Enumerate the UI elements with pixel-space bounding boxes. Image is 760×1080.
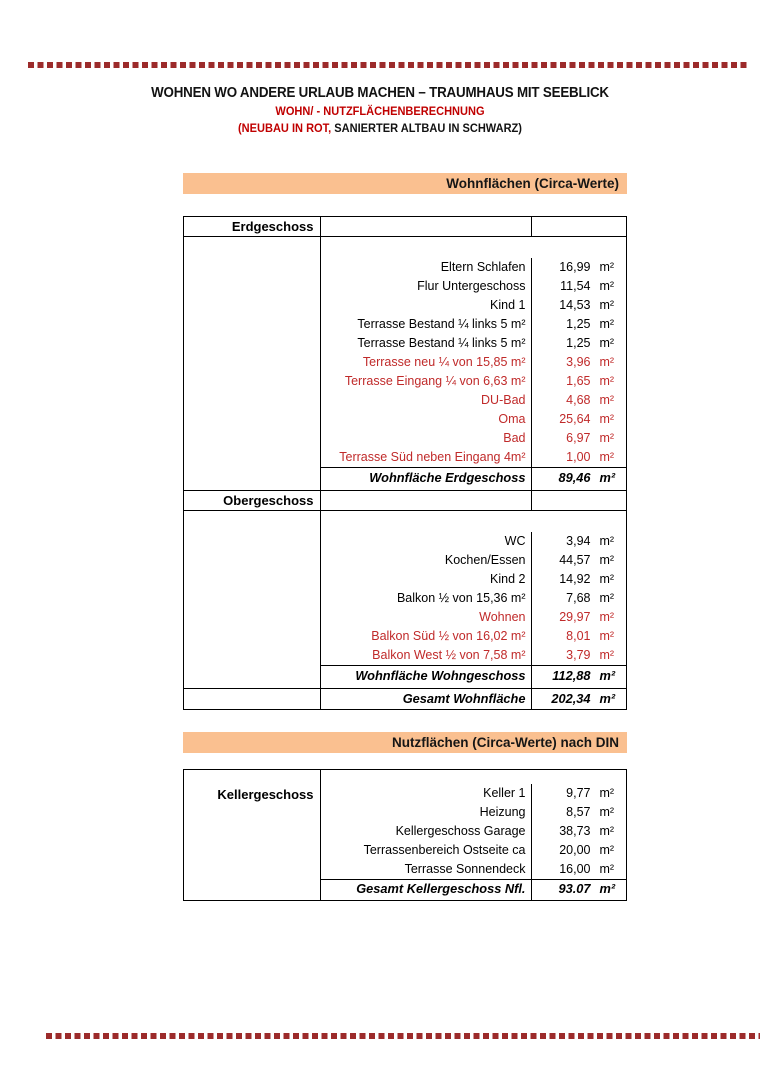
row-value: 29,97 [559, 610, 591, 624]
table-row [321, 627, 627, 646]
content-column [183, 173, 627, 901]
table-row [321, 315, 627, 334]
row-label: Balkon ½ von 15,36 m² [321, 589, 532, 608]
top-dotted-border [28, 62, 749, 68]
row-label: Terrasse Süd neben Eingang 4m² [321, 448, 532, 467]
row-unit: m² [599, 591, 615, 605]
row-unit: m² [599, 374, 615, 388]
row-value: 14,53 [559, 298, 591, 312]
table-row [321, 258, 627, 277]
row-unit: m² [599, 336, 615, 350]
row-value: 4,68 [566, 393, 591, 407]
row-label: DU-Bad [321, 391, 532, 410]
table-row [321, 296, 627, 315]
row-unit: m² [599, 412, 615, 426]
table-row [321, 784, 627, 803]
row-value: 8,57 [566, 805, 591, 819]
row-label: Terrasse Bestand ¼ links 5 m² [321, 315, 532, 334]
row-unit: m² [599, 450, 615, 464]
row-label: Kellergeschoss Garage [321, 822, 532, 841]
row-value: 1,25 [566, 336, 591, 350]
row-label: Balkon West ½ von 7,58 m² [321, 646, 532, 665]
table-row [321, 608, 627, 627]
row-unit: m² [599, 881, 616, 896]
row-value: 44,57 [559, 553, 591, 567]
row-unit: m² [599, 824, 615, 838]
row-value: 3,96 [566, 355, 591, 369]
row-label: Gesamt Kellergeschoss Nfl. [321, 880, 532, 900]
row-label: Terrasse neu ¼ von 15,85 m² [321, 353, 532, 372]
group-header-spacer [532, 217, 627, 236]
table-row [321, 448, 627, 467]
row-value: 8,01 [566, 629, 591, 643]
bottom-dotted-border [46, 1033, 760, 1039]
row-label: Eltern Schlafen [321, 258, 532, 277]
row-unit: m² [599, 805, 615, 819]
table-row [321, 589, 627, 608]
group-header-spacer [321, 491, 532, 510]
group-header-spacer [321, 217, 532, 236]
row-value: 3,79 [566, 648, 591, 662]
row-label: Wohnen [321, 608, 532, 627]
row-value: 16,99 [559, 260, 591, 274]
group-header-label: Obergeschoss [184, 491, 321, 510]
row-value: 16,00 [559, 862, 591, 876]
table-row [321, 646, 627, 665]
legend-black-part: SANIERTER ALTBAU IN SCHWARZ) [331, 121, 522, 135]
row-label: Kind 1 [321, 296, 532, 315]
table-row [321, 860, 627, 879]
row-unit: m² [599, 862, 615, 876]
table-row [321, 803, 627, 822]
table-row [321, 429, 627, 448]
row-value: 1,25 [566, 317, 591, 331]
table-wohnflaechen [183, 216, 627, 710]
group-body-obergeschoss [184, 511, 626, 689]
row-value: 3,94 [566, 534, 591, 548]
table-row [321, 391, 627, 410]
row-label: WC [321, 532, 532, 551]
row-label: Wohnfläche Wohngeschoss [321, 666, 532, 688]
row-unit: m² [599, 470, 616, 485]
sum-row-kellergeschoss [321, 879, 627, 900]
row-unit: m² [599, 317, 615, 331]
row-label: Terrasse Sonnendeck [321, 860, 532, 879]
row-unit: m² [599, 279, 615, 293]
row-unit: m² [599, 668, 616, 683]
table-row [321, 353, 627, 372]
row-unit: m² [599, 648, 615, 662]
row-label: Wohnfläche Erdgeschoss [321, 468, 532, 490]
row-value: 14,92 [559, 572, 591, 586]
row-value: 20,00 [559, 843, 591, 857]
sum-row-obergeschoss [321, 665, 627, 688]
row-label: Flur Untergeschoss [321, 277, 532, 296]
row-label: Bad [321, 429, 532, 448]
row-value: 11,54 [560, 279, 591, 293]
group-header-erdgeschoss [184, 217, 626, 237]
banner-nutzflaechen: Nutzflächen (Circa-Werte) nach DIN [183, 732, 627, 753]
legend-red-part: (NEUBAU IN ROT, [238, 121, 332, 135]
row-value: 38,73 [559, 824, 591, 838]
row-label: Kochen/Essen [321, 551, 532, 570]
group-left-cell: Kellergeschoss [184, 770, 321, 900]
row-label: Balkon Süd ½ von 16,02 m² [321, 627, 532, 646]
spacer-row [321, 511, 627, 532]
table-row [321, 334, 627, 353]
row-value: 1,00 [566, 450, 591, 464]
row-value: 93.07 [558, 881, 591, 896]
table-row [321, 410, 627, 429]
row-value: 25,64 [559, 412, 591, 426]
spacer-row [321, 770, 627, 784]
row-label: Terrasse Eingang ¼ von 6,63 m² [321, 372, 532, 391]
group-rows [321, 237, 627, 490]
row-unit: m² [599, 431, 615, 445]
row-unit: m² [599, 786, 615, 800]
banner-wohnflaechen: Wohnflächen (Circa-Werte) [183, 173, 627, 194]
group-rows [321, 511, 627, 688]
row-unit: m² [599, 534, 615, 548]
row-label: Oma [321, 410, 532, 429]
row-label: Keller 1 [321, 784, 532, 803]
row-unit: m² [599, 260, 615, 274]
row-value: 89,46 [558, 470, 591, 485]
table-row [321, 532, 627, 551]
document-header [30, 85, 729, 136]
row-value: 9,77 [566, 786, 591, 800]
total-unit: m² [599, 691, 616, 706]
table-row [321, 841, 627, 860]
row-unit: m² [599, 298, 615, 312]
row-value: 6,97 [566, 431, 591, 445]
row-label: Terrassenbereich Ostseite ca [321, 841, 532, 860]
page-title: WOHNEN WO ANDERE URLAUB MACHEN – TRAUMHAUS MIT SEEBLICK [151, 85, 609, 101]
table-row [321, 551, 627, 570]
table-row [321, 277, 627, 296]
group-left-cell [184, 511, 321, 688]
group-header-obergeschoss [184, 491, 626, 511]
row-unit: m² [599, 355, 615, 369]
row-unit: m² [599, 553, 615, 567]
table-nutzflaechen [183, 769, 627, 901]
color-legend [30, 120, 729, 136]
row-value: 112,88 [552, 668, 591, 683]
row-label: Heizung [321, 803, 532, 822]
spacer-row [321, 237, 627, 258]
row-value: 7,68 [566, 591, 591, 605]
total-label: Gesamt Wohnfläche [321, 689, 532, 709]
row-value: 1,65 [566, 374, 591, 388]
row-unit: m² [599, 572, 615, 586]
sum-row-erdgeschoss [321, 467, 627, 490]
group-header-spacer [532, 491, 627, 510]
group-rows [321, 770, 627, 900]
total-value: 202,34 [551, 691, 591, 706]
total-left-cell [184, 689, 321, 709]
row-unit: m² [599, 629, 615, 643]
group-body-kellergeschoss [184, 770, 626, 900]
row-label: Kind 2 [321, 570, 532, 589]
row-unit: m² [599, 610, 615, 624]
page-subtitle: WOHN/ - NUTZFLÄCHENBERECHNUNG [275, 104, 485, 118]
table-row [321, 372, 627, 391]
group-header-label: Erdgeschoss [184, 217, 321, 236]
group-left-cell [184, 237, 321, 490]
total-row [184, 689, 626, 709]
row-unit: m² [599, 393, 615, 407]
table-row [321, 570, 627, 589]
table-row [321, 822, 627, 841]
row-unit: m² [599, 843, 615, 857]
group-body-erdgeschoss [184, 237, 626, 491]
row-label: Terrasse Bestand ¼ links 5 m² [321, 334, 532, 353]
